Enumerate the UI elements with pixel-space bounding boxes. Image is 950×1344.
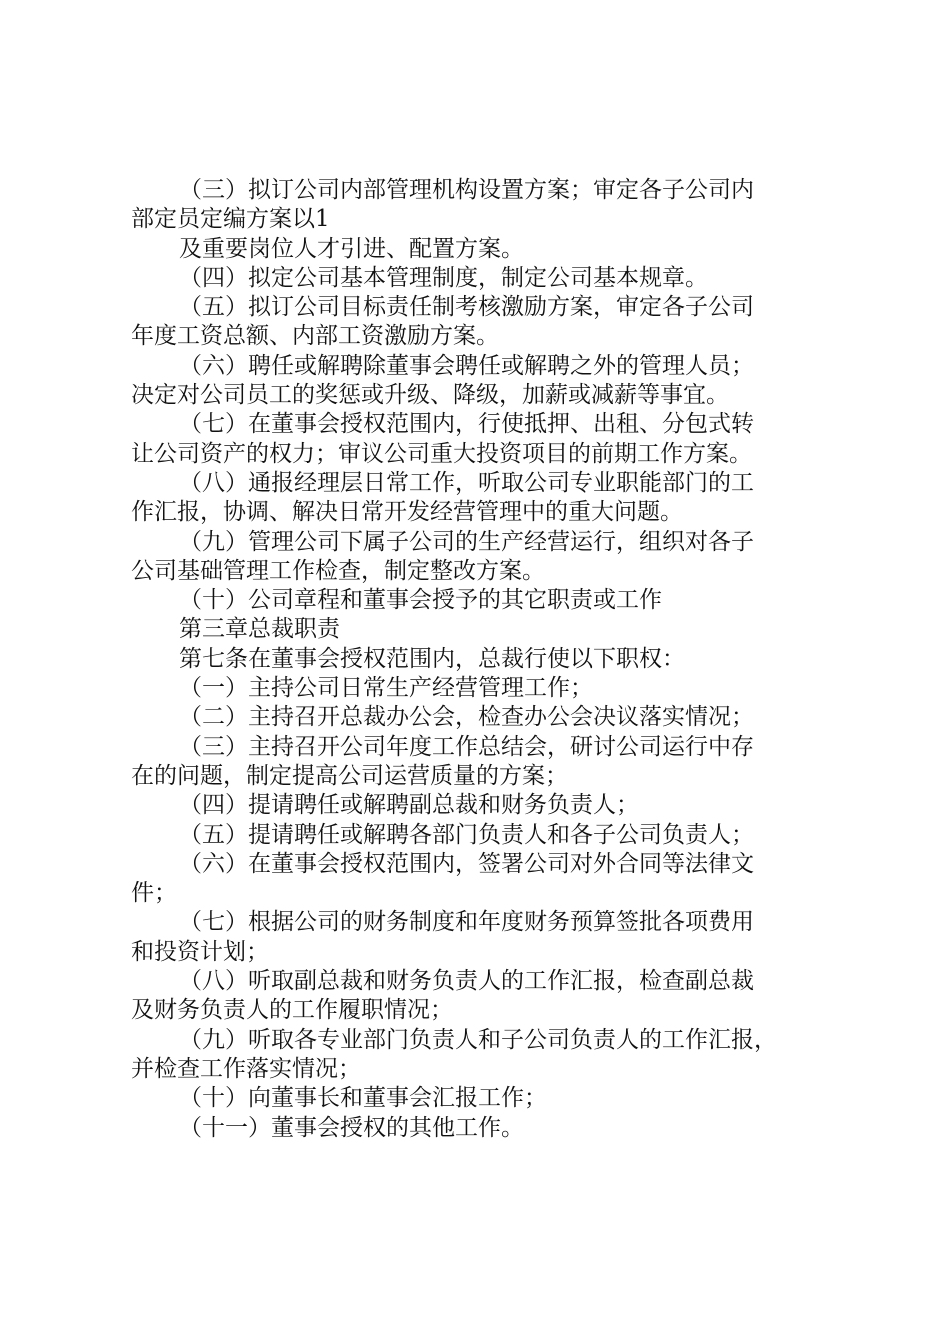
paragraph-line: （十）公司章程和董事会授予的其它职责或工作 bbox=[179, 587, 662, 614]
paragraph-line: （七）在董事会授权范围内，行使抵押、出租、分包式转 bbox=[179, 411, 754, 438]
document-body bbox=[131, 176, 841, 1143]
paragraph-line: 年度工资总额、内部工资激励方案。 bbox=[131, 323, 499, 350]
paragraph-line: （九）管理公司下属子公司的生产经营运行，组织对各子 bbox=[179, 528, 754, 555]
paragraph-line: 及财务负责人的工作履职情况； bbox=[131, 997, 453, 1024]
paragraph-line: 作汇报，协调、解决日常开发经营管理中的重大问题。 bbox=[131, 499, 683, 526]
paragraph-line: （六）在董事会授权范围内，签署公司对外合同等法律文 bbox=[179, 850, 754, 877]
paragraph-line: （七）根据公司的财务制度和年度财务预算签批各项费用 bbox=[179, 909, 754, 936]
paragraph-line: 在的问题，制定提高公司运营质量的方案； bbox=[131, 762, 568, 789]
paragraph-line: （二）主持召开总裁办公会，检查办公会决议落实情况； bbox=[179, 704, 754, 731]
paragraph-line: （三）拟订公司内部管理机构设置方案；审定各子公司内 bbox=[179, 177, 754, 203]
paragraph-line: （四）提请聘任或解聘副总裁和财务负责人； bbox=[179, 792, 639, 819]
chapter-heading: 第三章总裁职责 bbox=[179, 616, 340, 643]
paragraph-line: 并检查工作落实情况； bbox=[131, 1055, 361, 1082]
paragraph-line: （五）提请聘任或解聘各部门负责人和各子公司负责人； bbox=[179, 821, 754, 848]
article-heading: 第七条在董事会授权范围内，总裁行使以下职权： bbox=[179, 645, 685, 672]
paragraph-line: 部定员定编方案以1 bbox=[131, 206, 330, 233]
paragraph-line: （十）向董事长和董事会汇报工作； bbox=[179, 1085, 547, 1112]
paragraph-line: （八）听取副总裁和财务负责人的工作汇报，检查副总裁 bbox=[179, 968, 754, 995]
paragraph-line: （四）拟定公司基本管理制度，制定公司基本规章。 bbox=[179, 264, 708, 291]
paragraph-line: 和投资计划； bbox=[131, 938, 269, 965]
paragraph-line: （九）听取各专业部门负责人和子公司负责人的工作汇报， bbox=[179, 1026, 777, 1053]
paragraph-line: （一）主持公司日常生产经营管理工作； bbox=[179, 675, 593, 702]
paragraph-line: 让公司资产的权力；审议公司重大投资项目的前期工作方案。 bbox=[131, 440, 752, 467]
paragraph-line: （十一）董事会授权的其他工作。 bbox=[179, 1114, 524, 1141]
paragraph-line: （六）聘任或解聘除董事会聘任或解聘之外的管理人员； bbox=[179, 352, 754, 379]
paragraph-line: （五）拟订公司目标责任制考核激励方案，审定各子公司 bbox=[179, 294, 754, 321]
paragraph-line: 公司基础管理工作检查，制定整改方案。 bbox=[131, 557, 545, 584]
paragraph-line: 决定对公司员工的奖惩或升级、降级，加薪或减薪等事宜。 bbox=[131, 382, 729, 409]
paragraph-line: 及重要岗位人才引进、配置方案。 bbox=[179, 235, 524, 262]
paragraph-line: （三）主持召开公司年度工作总结会，研讨公司运行中存 bbox=[179, 733, 754, 760]
paragraph-line: （八）通报经理层日常工作，听取公司专业职能部门的工 bbox=[179, 469, 754, 496]
paragraph-line: 件； bbox=[131, 880, 177, 907]
